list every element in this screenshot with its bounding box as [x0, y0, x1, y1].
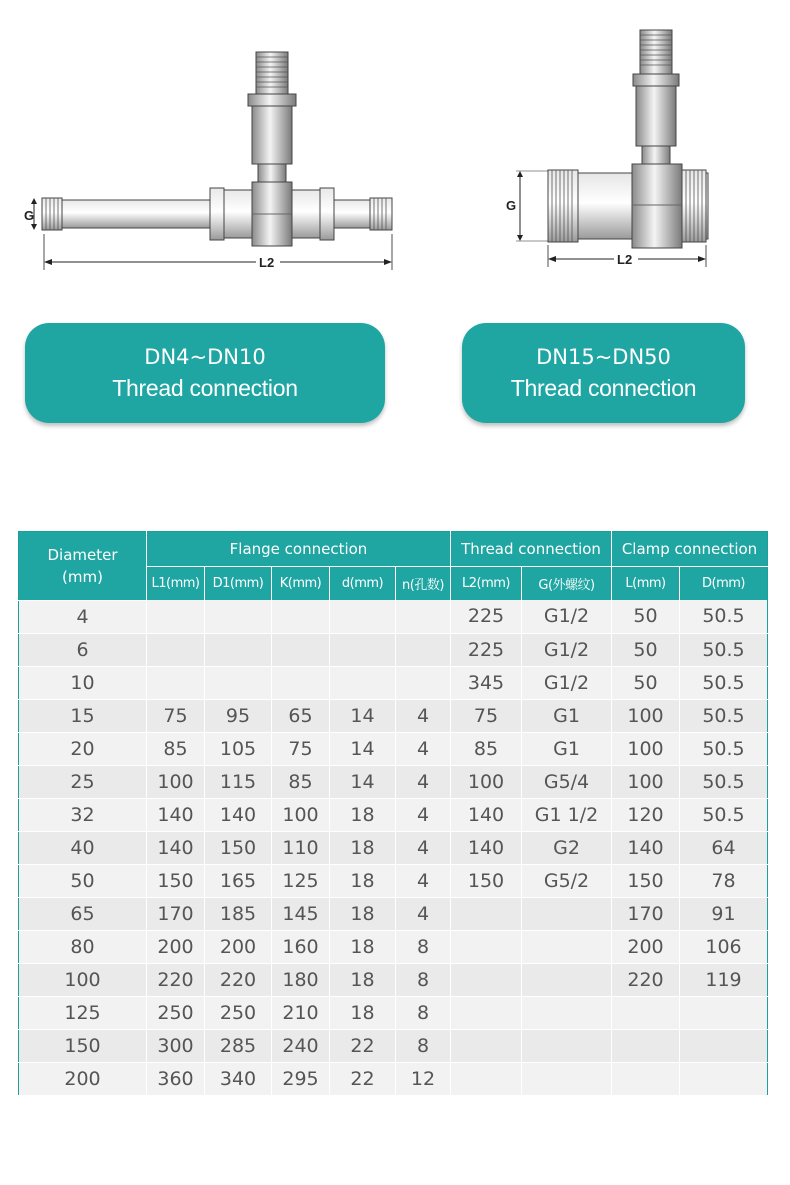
diameter-cell: 125: [19, 996, 147, 1029]
diameter-cell: 32: [19, 798, 147, 831]
table-cell: 8: [396, 1029, 451, 1062]
table-cell: 100: [147, 765, 205, 798]
table-cell: 119: [680, 963, 768, 996]
table-cell: 160: [272, 930, 330, 963]
table-cell: 180: [272, 963, 330, 996]
table-row: [19, 699, 768, 732]
table-cell: 22: [330, 1062, 396, 1095]
table-cell: G1: [522, 699, 612, 732]
column-header: D(mm): [680, 567, 768, 601]
table-cell: [451, 897, 522, 930]
table-cell: 150: [205, 831, 272, 864]
table-row: [19, 930, 768, 963]
table-cell: 220: [612, 963, 680, 996]
table-cell: [451, 963, 522, 996]
badge-dn4-dn10: [25, 323, 385, 423]
table-cell: 150: [612, 864, 680, 897]
table-cell: 200: [147, 930, 205, 963]
table-cell: [612, 1062, 680, 1095]
table-cell: 200: [612, 930, 680, 963]
table-cell: [451, 1029, 522, 1062]
table-cell: [612, 1029, 680, 1062]
table-row: [19, 666, 768, 699]
table-cell: 14: [330, 699, 396, 732]
table-cell: 18: [330, 864, 396, 897]
table-cell: 110: [272, 831, 330, 864]
table-cell: [680, 996, 768, 1029]
table-cell: 170: [147, 897, 205, 930]
column-header: n(孔数): [396, 567, 451, 601]
table-cell: [522, 1029, 612, 1062]
diameter-cell: 15: [19, 699, 147, 732]
table-cell: 4: [396, 897, 451, 930]
table-cell: 12: [396, 1062, 451, 1095]
table-cell: G2: [522, 831, 612, 864]
table-cell: 100: [451, 765, 522, 798]
table-cell: 8: [396, 963, 451, 996]
table-cell: 225: [451, 600, 522, 633]
table-cell: 210: [272, 996, 330, 1029]
table-cell: [205, 600, 272, 633]
table-cell: 18: [330, 831, 396, 864]
table-cell: 150: [451, 864, 522, 897]
table-cell: 8: [396, 996, 451, 1029]
table-cell: [147, 600, 205, 633]
table-cell: 18: [330, 963, 396, 996]
table-cell: 75: [147, 699, 205, 732]
column-header: L2(mm): [451, 567, 522, 601]
diameter-cell: 50: [19, 864, 147, 897]
table-cell: [522, 996, 612, 1029]
table-cell: 18: [330, 798, 396, 831]
table-cell: 50: [612, 633, 680, 666]
table-cell: [396, 600, 451, 633]
table-cell: [451, 996, 522, 1029]
table-cell: [522, 930, 612, 963]
table-cell: 100: [612, 765, 680, 798]
table-row: [19, 732, 768, 765]
table-cell: 345: [451, 666, 522, 699]
table-cell: G1/2: [522, 633, 612, 666]
table-cell: 140: [451, 831, 522, 864]
table-row: [19, 897, 768, 930]
table-cell: 85: [147, 732, 205, 765]
table-cell: 50.5: [680, 633, 768, 666]
table-cell: 4: [396, 798, 451, 831]
diameter-header-unit: (mm): [62, 567, 103, 586]
table-cell: G1 1/2: [522, 798, 612, 831]
table-cell: 85: [451, 732, 522, 765]
table-cell: 50.5: [680, 765, 768, 798]
diameter-cell: 80: [19, 930, 147, 963]
table-cell: 100: [272, 798, 330, 831]
table-cell: 18: [330, 897, 396, 930]
group-header-thread: Thread connection: [451, 532, 612, 567]
table-row: [19, 831, 768, 864]
table-cell: 100: [612, 699, 680, 732]
table-cell: 50.5: [680, 732, 768, 765]
dim-g-label: G: [506, 198, 517, 213]
table-cell: 140: [451, 798, 522, 831]
table-cell: 285: [205, 1029, 272, 1062]
table-cell: 18: [330, 996, 396, 1029]
table-cell: 78: [680, 864, 768, 897]
drawing-dn4-dn10: [20, 30, 410, 280]
table-cell: 360: [147, 1062, 205, 1095]
table-cell: 8: [396, 930, 451, 963]
table-cell: G5/4: [522, 765, 612, 798]
table-cell: 85: [272, 765, 330, 798]
table-cell: 120: [612, 798, 680, 831]
table-cell: 300: [147, 1029, 205, 1062]
table-cell: 140: [147, 831, 205, 864]
table-row: [19, 864, 768, 897]
table-row: [19, 798, 768, 831]
table-cell: [522, 963, 612, 996]
column-header: G(外螺纹): [522, 567, 612, 601]
diameter-cell: 20: [19, 732, 147, 765]
table-cell: 185: [205, 897, 272, 930]
table-row: [19, 600, 768, 633]
diameter-cell: 100: [19, 963, 147, 996]
table-cell: 106: [680, 930, 768, 963]
table-cell: [272, 600, 330, 633]
table-cell: G1: [522, 732, 612, 765]
table-cell: 75: [272, 732, 330, 765]
table-cell: 145: [272, 897, 330, 930]
table-cell: [330, 633, 396, 666]
table-cell: [147, 666, 205, 699]
badge-dn15-dn50: [462, 323, 745, 423]
table-cell: G1/2: [522, 666, 612, 699]
table-cell: 250: [147, 996, 205, 1029]
column-header: K(mm): [272, 567, 330, 601]
table-cell: [451, 1062, 522, 1095]
table-cell: 220: [147, 963, 205, 996]
table-row: [19, 633, 768, 666]
table-cell: 140: [205, 798, 272, 831]
table-cell: 340: [205, 1062, 272, 1095]
table-cell: 125: [272, 864, 330, 897]
table-cell: 65: [272, 699, 330, 732]
table-row: [19, 765, 768, 798]
table-cell: 64: [680, 831, 768, 864]
table-cell: [272, 633, 330, 666]
table-cell: 91: [680, 897, 768, 930]
table-cell: [522, 1062, 612, 1095]
table-cell: 165: [205, 864, 272, 897]
table-cell: [396, 633, 451, 666]
table-cell: 150: [147, 864, 205, 897]
table-cell: 14: [330, 765, 396, 798]
table-cell: G1/2: [522, 600, 612, 633]
spec-table-body: [19, 600, 768, 1095]
diameter-header: [19, 532, 147, 601]
table-cell: 140: [147, 798, 205, 831]
badge-connection-type: Thread connection: [510, 375, 697, 401]
table-cell: 170: [612, 897, 680, 930]
table-cell: 22: [330, 1029, 396, 1062]
table-cell: 50.5: [680, 600, 768, 633]
table-cell: [330, 600, 396, 633]
table-cell: 295: [272, 1062, 330, 1095]
table-cell: 105: [205, 732, 272, 765]
table-cell: 115: [205, 765, 272, 798]
table-cell: [272, 666, 330, 699]
spec-table: [18, 531, 768, 1096]
badge-size-range: DN15~DN50: [536, 345, 671, 369]
table-cell: [451, 930, 522, 963]
diameter-cell: 40: [19, 831, 147, 864]
table-cell: [612, 996, 680, 1029]
diameter-cell: 4: [19, 600, 147, 633]
dim-l2-label: L2: [259, 255, 275, 270]
dim-g-label: G: [24, 208, 35, 223]
column-header: d(mm): [330, 567, 396, 601]
table-cell: 240: [272, 1029, 330, 1062]
table-cell: 225: [451, 633, 522, 666]
diameter-cell: 6: [19, 633, 147, 666]
column-header: L1(mm): [147, 567, 205, 601]
table-row: [19, 1062, 768, 1095]
table-cell: [522, 897, 612, 930]
table-cell: 4: [396, 699, 451, 732]
diameter-cell: 25: [19, 765, 147, 798]
diameter-cell: 200: [19, 1062, 147, 1095]
diameter-cell: 150: [19, 1029, 147, 1062]
drawing-dn15-dn50: [490, 25, 730, 275]
diameter-cell: 65: [19, 897, 147, 930]
table-cell: 250: [205, 996, 272, 1029]
table-cell: 18: [330, 930, 396, 963]
table-cell: [205, 633, 272, 666]
table-cell: 50: [612, 666, 680, 699]
column-header: L(mm): [612, 567, 680, 601]
table-cell: [205, 666, 272, 699]
table-cell: 50: [612, 600, 680, 633]
group-header-flange: Flange connection: [147, 532, 451, 567]
table-cell: G5/2: [522, 864, 612, 897]
table-cell: 4: [396, 732, 451, 765]
table-cell: 75: [451, 699, 522, 732]
table-row: [19, 1029, 768, 1062]
table-cell: [680, 1062, 768, 1095]
table-cell: 50.5: [680, 699, 768, 732]
diameter-cell: 10: [19, 666, 147, 699]
table-cell: 140: [612, 831, 680, 864]
diameter-header-label: Diameter: [47, 545, 118, 564]
badge-size-range: DN4~DN10: [144, 345, 266, 369]
table-row: [19, 996, 768, 1029]
table-cell: 100: [612, 732, 680, 765]
table-cell: 95: [205, 699, 272, 732]
table-cell: 200: [205, 930, 272, 963]
table-cell: 50.5: [680, 798, 768, 831]
table-cell: [396, 666, 451, 699]
dim-l2-label: L2: [617, 252, 633, 267]
table-cell: 14: [330, 732, 396, 765]
group-header-clamp: Clamp connection: [612, 532, 768, 567]
table-cell: [330, 666, 396, 699]
table-cell: [147, 633, 205, 666]
table-cell: 4: [396, 831, 451, 864]
table-cell: 50.5: [680, 666, 768, 699]
column-header: D1(mm): [205, 567, 272, 601]
table-cell: 4: [396, 765, 451, 798]
table-row: [19, 963, 768, 996]
table-cell: 4: [396, 864, 451, 897]
badge-connection-type: Thread connection: [112, 375, 298, 401]
table-cell: [680, 1029, 768, 1062]
table-cell: 220: [205, 963, 272, 996]
